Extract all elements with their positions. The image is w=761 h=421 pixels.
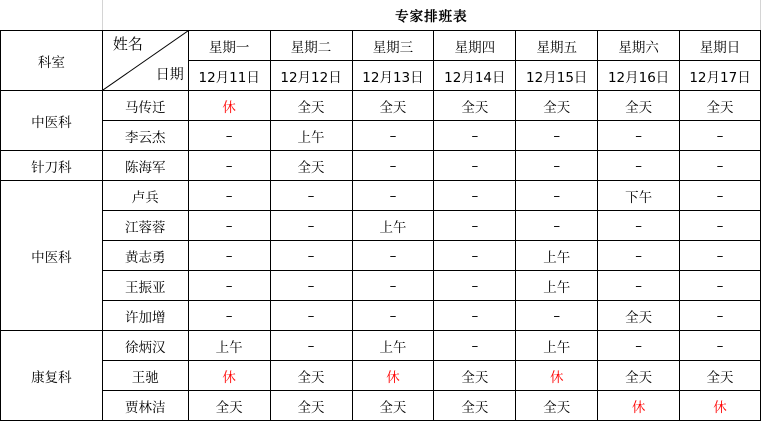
table-row xyxy=(1,331,761,361)
diagonal-header-cell xyxy=(102,31,188,91)
shift-cell: 全天 xyxy=(516,391,598,421)
shift-cell: – xyxy=(680,121,761,151)
shift-cell: – xyxy=(516,151,598,181)
shift-cell: 全天 xyxy=(352,91,434,121)
table-row xyxy=(1,91,761,121)
date-header: 12月16日 xyxy=(598,61,680,91)
shift-cell: – xyxy=(434,121,516,151)
name-header-label: 姓名 xyxy=(112,35,143,53)
shift-cell: – xyxy=(598,331,680,361)
table-row xyxy=(1,181,761,211)
shift-cell: – xyxy=(680,241,761,271)
shift-cell: 休 xyxy=(680,391,761,421)
date-header: 12月13日 xyxy=(352,61,434,91)
shift-cell: 休 xyxy=(352,361,434,391)
shift-cell: 上午 xyxy=(352,331,434,361)
shift-cell: – xyxy=(434,241,516,271)
shift-cell: – xyxy=(680,331,761,361)
weekday-header: 星期五 xyxy=(516,31,598,61)
shift-cell: – xyxy=(434,181,516,211)
shift-cell: – xyxy=(352,271,434,301)
doctor-name-cell: 江蓉蓉 xyxy=(102,211,188,241)
shift-cell: – xyxy=(434,211,516,241)
shift-cell: – xyxy=(352,301,434,331)
department-cell: 康复科 xyxy=(1,331,103,421)
table-row xyxy=(1,301,761,331)
shift-cell: – xyxy=(352,181,434,211)
doctor-name-cell: 王驰 xyxy=(102,361,188,391)
shift-cell: – xyxy=(598,241,680,271)
weekday-header: 星期四 xyxy=(434,31,516,61)
department-cell: 中医科 xyxy=(1,181,103,331)
shift-cell: – xyxy=(270,271,352,301)
weekday-header: 星期三 xyxy=(352,31,434,61)
shift-cell: 上午 xyxy=(188,331,270,361)
doctor-name-cell: 卢兵 xyxy=(102,181,188,211)
shift-cell: – xyxy=(188,151,270,181)
date-header: 12月17日 xyxy=(680,61,761,91)
doctor-name-cell: 徐炳汉 xyxy=(102,331,188,361)
shift-cell: – xyxy=(188,271,270,301)
doctor-name-cell: 李云杰 xyxy=(102,121,188,151)
shift-cell: 全天 xyxy=(598,91,680,121)
shift-cell: – xyxy=(680,151,761,181)
doctor-name-cell: 许加增 xyxy=(102,301,188,331)
shift-cell: – xyxy=(598,211,680,241)
dept-header: 科室 xyxy=(1,31,103,91)
shift-cell: 上午 xyxy=(270,121,352,151)
table-row xyxy=(1,121,761,151)
shift-cell: – xyxy=(188,121,270,151)
table-row xyxy=(1,361,761,391)
date-header-label: 日期 xyxy=(155,67,184,83)
shift-cell: – xyxy=(270,181,352,211)
table-row xyxy=(1,271,761,301)
shift-cell: – xyxy=(434,331,516,361)
shift-cell: 休 xyxy=(516,361,598,391)
shift-cell: 全天 xyxy=(270,361,352,391)
shift-cell: – xyxy=(270,211,352,241)
weekday-header: 星期二 xyxy=(270,31,352,61)
doctor-name-cell: 陈海军 xyxy=(102,151,188,181)
shift-cell: – xyxy=(680,211,761,241)
weekday-header: 星期一 xyxy=(188,31,270,61)
weekday-header: 星期六 xyxy=(598,31,680,61)
shift-cell: 全天 xyxy=(516,91,598,121)
shift-cell: – xyxy=(680,301,761,331)
shift-cell: 休 xyxy=(188,361,270,391)
shift-cell: 全天 xyxy=(680,361,761,391)
date-header: 12月14日 xyxy=(434,61,516,91)
doctor-name-cell: 王振亚 xyxy=(102,271,188,301)
shift-cell: – xyxy=(188,241,270,271)
shift-cell: – xyxy=(516,301,598,331)
shift-cell: 上午 xyxy=(516,271,598,301)
table-row xyxy=(1,241,761,271)
doctor-name-cell: 马传迁 xyxy=(102,91,188,121)
shift-cell: – xyxy=(352,151,434,181)
shift-cell: – xyxy=(680,181,761,211)
shift-cell: – xyxy=(352,121,434,151)
shift-cell: – xyxy=(598,271,680,301)
shift-cell: – xyxy=(352,241,434,271)
shift-cell: – xyxy=(434,271,516,301)
table-row xyxy=(1,211,761,241)
date-header: 12月15日 xyxy=(516,61,598,91)
shift-cell: – xyxy=(188,301,270,331)
shift-cell: – xyxy=(680,271,761,301)
shift-cell: 全天 xyxy=(434,361,516,391)
shift-cell: 全天 xyxy=(598,301,680,331)
shift-cell: 全天 xyxy=(434,391,516,421)
shift-cell: – xyxy=(270,241,352,271)
shift-cell: 全天 xyxy=(188,391,270,421)
shift-cell: – xyxy=(598,151,680,181)
shift-cell: 上午 xyxy=(516,241,598,271)
shift-cell: 休 xyxy=(598,391,680,421)
shift-cell: – xyxy=(516,121,598,151)
table-row xyxy=(1,151,761,181)
shift-cell: 全天 xyxy=(434,91,516,121)
shift-cell: – xyxy=(270,331,352,361)
shift-cell: 休 xyxy=(188,91,270,121)
shift-cell: – xyxy=(434,301,516,331)
shift-cell: 全天 xyxy=(680,91,761,121)
shift-cell: 全天 xyxy=(270,391,352,421)
shift-cell: – xyxy=(188,211,270,241)
shift-cell: – xyxy=(516,211,598,241)
table-row xyxy=(1,391,761,421)
date-header: 12月12日 xyxy=(270,61,352,91)
shift-cell: 全天 xyxy=(270,91,352,121)
shift-cell: 上午 xyxy=(516,331,598,361)
empty-corner-cell[interactable] xyxy=(1,0,103,31)
shift-cell: – xyxy=(598,121,680,151)
shift-cell: – xyxy=(270,301,352,331)
shift-cell: – xyxy=(516,181,598,211)
department-cell: 针刀科 xyxy=(1,151,103,181)
shift-cell: 上午 xyxy=(352,211,434,241)
table-title: 专家排班表 xyxy=(102,0,760,31)
weekday-header: 星期日 xyxy=(680,31,761,61)
shift-cell: 下午 xyxy=(598,181,680,211)
shift-cell: 全天 xyxy=(270,151,352,181)
shift-cell: 全天 xyxy=(598,361,680,391)
doctor-name-cell: 黄志勇 xyxy=(102,241,188,271)
shift-cell: – xyxy=(434,151,516,181)
department-cell: 中医科 xyxy=(1,91,103,151)
shift-cell: 全天 xyxy=(352,391,434,421)
doctor-name-cell: 贾林洁 xyxy=(102,391,188,421)
shift-cell: – xyxy=(188,181,270,211)
date-header: 12月11日 xyxy=(188,61,270,91)
